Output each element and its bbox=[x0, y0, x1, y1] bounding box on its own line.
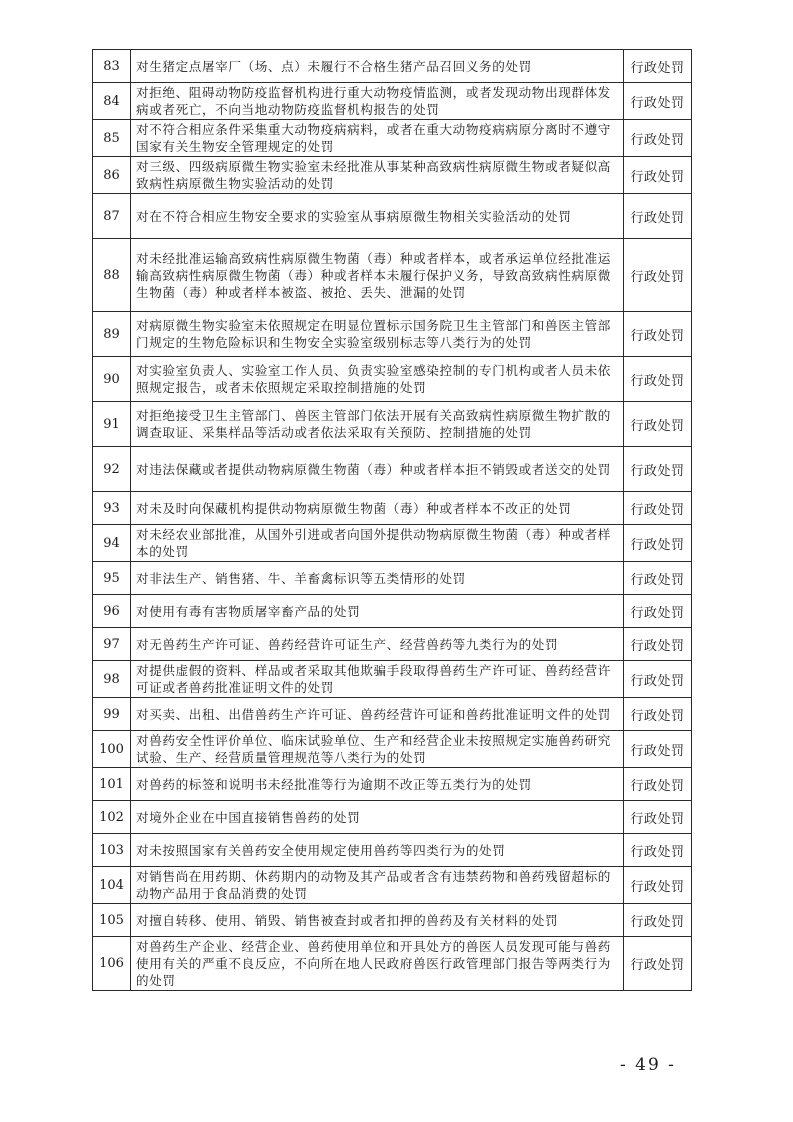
penalty-item-name: 对使用有毒有害物质屠宰畜产品的处罚 bbox=[131, 595, 624, 628]
row-number: 94 bbox=[93, 525, 131, 562]
row-number: 92 bbox=[93, 447, 131, 492]
row-number: 91 bbox=[93, 402, 131, 447]
row-number: 88 bbox=[93, 239, 131, 312]
penalty-type: 行政处罚 bbox=[624, 801, 692, 834]
table-row bbox=[93, 83, 692, 120]
table-row bbox=[93, 661, 692, 698]
penalty-type: 行政处罚 bbox=[624, 628, 692, 661]
penalty-type: 行政处罚 bbox=[624, 239, 692, 312]
table-row bbox=[93, 312, 692, 357]
row-number: 87 bbox=[93, 194, 131, 239]
penalty-type: 行政处罚 bbox=[624, 937, 692, 991]
penalty-type: 行政处罚 bbox=[624, 525, 692, 562]
row-number: 83 bbox=[93, 50, 131, 83]
table-row bbox=[93, 402, 692, 447]
table-row bbox=[93, 562, 692, 595]
penalty-type: 行政处罚 bbox=[624, 492, 692, 525]
penalty-item-name: 对生猪定点屠宰厂（场、点）未履行不合格生猪产品召回义务的处罚 bbox=[131, 50, 624, 83]
row-number: 102 bbox=[93, 801, 131, 834]
penalty-item-name: 对在不符合相应生物安全要求的实验室从事病原微生物相关实验活动的处罚 bbox=[131, 194, 624, 239]
penalty-type: 行政处罚 bbox=[624, 904, 692, 937]
penalty-type: 行政处罚 bbox=[624, 402, 692, 447]
table-row bbox=[93, 50, 692, 83]
penalty-type: 行政处罚 bbox=[624, 562, 692, 595]
row-number: 100 bbox=[93, 731, 131, 768]
row-number: 95 bbox=[93, 562, 131, 595]
penalty-type: 行政处罚 bbox=[624, 120, 692, 157]
penalty-item-name: 对拒绝、阻碍动物防疫监督机构进行重大动物疫情监测，或者发现动物出现群体发病或者死亡，不向当地动物防疫监督机构报告的处罚 bbox=[131, 83, 624, 120]
penalty-item-name: 对无兽药生产许可证、兽药经营许可证生产、经营兽药等九类行为的处罚 bbox=[131, 628, 624, 661]
row-number: 101 bbox=[93, 768, 131, 801]
penalty-item-name: 对违法保藏或者提供动物病原微生物菌（毒）种或者样本拒不销毁或者送交的处罚 bbox=[131, 447, 624, 492]
penalty-type: 行政处罚 bbox=[624, 357, 692, 402]
table-body bbox=[93, 50, 692, 991]
row-number: 103 bbox=[93, 834, 131, 867]
penalty-type: 行政处罚 bbox=[624, 768, 692, 801]
row-number: 93 bbox=[93, 492, 131, 525]
table-row bbox=[93, 157, 692, 194]
penalty-type: 行政处罚 bbox=[624, 834, 692, 867]
table-row bbox=[93, 492, 692, 525]
row-number: 97 bbox=[93, 628, 131, 661]
penalty-type: 行政处罚 bbox=[624, 698, 692, 731]
row-number: 85 bbox=[93, 120, 131, 157]
row-number: 99 bbox=[93, 698, 131, 731]
penalty-item-name: 对未按照国家有关兽药安全使用规定使用兽药等四类行为的处罚 bbox=[131, 834, 624, 867]
table-row bbox=[93, 904, 692, 937]
penalty-type: 行政处罚 bbox=[624, 312, 692, 357]
table-row bbox=[93, 867, 692, 904]
row-number: 106 bbox=[93, 937, 131, 991]
table-row bbox=[93, 194, 692, 239]
table-row bbox=[93, 525, 692, 562]
penalty-item-name: 对销售尚在用药期、休药期内的动物及其产品或者含有违禁药物和兽药残留超标的动物产品用于食品消费的处罚 bbox=[131, 867, 624, 904]
penalty-item-name: 对不符合相应条件采集重大动物疫病病料，或者在重大动物疫病病原分离时不遵守国家有关生物安全管理规定的处罚 bbox=[131, 120, 624, 157]
penalty-item-name: 对兽药生产企业、经营企业、兽药使用单位和开具处方的兽医人员发现可能与兽药使用有关的严重不良反应，不向所在地人民政府兽医行政管理部门报告等两类行为的处罚 bbox=[131, 937, 624, 991]
penalty-table-container bbox=[92, 49, 691, 991]
penalty-item-name: 对兽药安全性评价单位、临床试验单位、生产和经营企业未按照规定实施兽药研究试验、生产、经营质量管理规范等八类行为的处罚 bbox=[131, 731, 624, 768]
table-row bbox=[93, 698, 692, 731]
penalty-item-name: 对三级、四级病原微生物实验室未经批准从事某种高致病性病原微生物或者疑似高致病性病原微生物实验活动的处罚 bbox=[131, 157, 624, 194]
penalty-item-name: 对擅自转移、使用、销毁、销售被查封或者扣押的兽药及有关材料的处罚 bbox=[131, 904, 624, 937]
penalty-item-name: 对兽药的标签和说明书未经批准等行为逾期不改正等五类行为的处罚 bbox=[131, 768, 624, 801]
penalty-type: 行政处罚 bbox=[624, 50, 692, 83]
table-row bbox=[93, 239, 692, 312]
penalty-item-name: 对未及时向保藏机构提供动物病原微生物菌（毒）种或者样本不改正的处罚 bbox=[131, 492, 624, 525]
penalty-item-name: 对非法生产、销售猪、牛、羊畜禽标识等五类情形的处罚 bbox=[131, 562, 624, 595]
penalty-item-name: 对提供虚假的资料、样品或者采取其他欺骗手段取得兽药生产许可证、兽药经营许可证或者兽药批准证明文件的处罚 bbox=[131, 661, 624, 698]
page-number: - 49 - bbox=[620, 1055, 676, 1075]
table-row bbox=[93, 801, 692, 834]
table-row bbox=[93, 937, 692, 991]
penalty-type: 行政处罚 bbox=[624, 867, 692, 904]
table-row bbox=[93, 768, 692, 801]
table-row bbox=[93, 731, 692, 768]
row-number: 98 bbox=[93, 661, 131, 698]
row-number: 105 bbox=[93, 904, 131, 937]
penalty-item-name: 对实验室负责人、实验室工作人员、负责实验室感染控制的专门机构或者人员未依照规定报告，或者未依照规定采取控制措施的处罚 bbox=[131, 357, 624, 402]
table-row bbox=[93, 595, 692, 628]
penalty-type: 行政处罚 bbox=[624, 661, 692, 698]
table-row bbox=[93, 628, 692, 661]
penalty-item-name: 对买卖、出租、出借兽药生产许可证、兽药经营许可证和兽药批准证明文件的处罚 bbox=[131, 698, 624, 731]
penalty-table bbox=[92, 49, 692, 991]
penalty-type: 行政处罚 bbox=[624, 595, 692, 628]
row-number: 89 bbox=[93, 312, 131, 357]
table-row bbox=[93, 834, 692, 867]
penalty-item-name: 对拒绝接受卫生主管部门、兽医主管部门依法开展有关高致病性病原微生物扩散的调查取证、采集样品等活动或者依法采取有关预防、控制措施的处罚 bbox=[131, 402, 624, 447]
table-row bbox=[93, 447, 692, 492]
table-row bbox=[93, 357, 692, 402]
table-row bbox=[93, 120, 692, 157]
penalty-item-name: 对未经农业部批准，从国外引进或者向国外提供动物病原微生物菌（毒）种或者样本的处罚 bbox=[131, 525, 624, 562]
penalty-type: 行政处罚 bbox=[624, 194, 692, 239]
row-number: 104 bbox=[93, 867, 131, 904]
penalty-item-name: 对未经批准运输高致病性病原微生物菌（毒）种或者样本，或者承运单位经批准运输高致病性病原微生物菌（毒）种或者样本未履行保护义务，导致高致病性病原微生物菌（毒）种或者样本被盗、被抢、丢失、泄漏的处罚 bbox=[131, 239, 624, 312]
row-number: 84 bbox=[93, 83, 131, 120]
penalty-type: 行政处罚 bbox=[624, 447, 692, 492]
row-number: 86 bbox=[93, 157, 131, 194]
penalty-item-name: 对病原微生物实验室未依照规定在明显位置标示国务院卫生主管部门和兽医主管部门规定的生物危险标识和生物安全实验室级别标志等八类行为的处罚 bbox=[131, 312, 624, 357]
row-number: 96 bbox=[93, 595, 131, 628]
penalty-type: 行政处罚 bbox=[624, 157, 692, 194]
row-number: 90 bbox=[93, 357, 131, 402]
penalty-item-name: 对境外企业在中国直接销售兽药的处罚 bbox=[131, 801, 624, 834]
penalty-type: 行政处罚 bbox=[624, 731, 692, 768]
penalty-type: 行政处罚 bbox=[624, 83, 692, 120]
